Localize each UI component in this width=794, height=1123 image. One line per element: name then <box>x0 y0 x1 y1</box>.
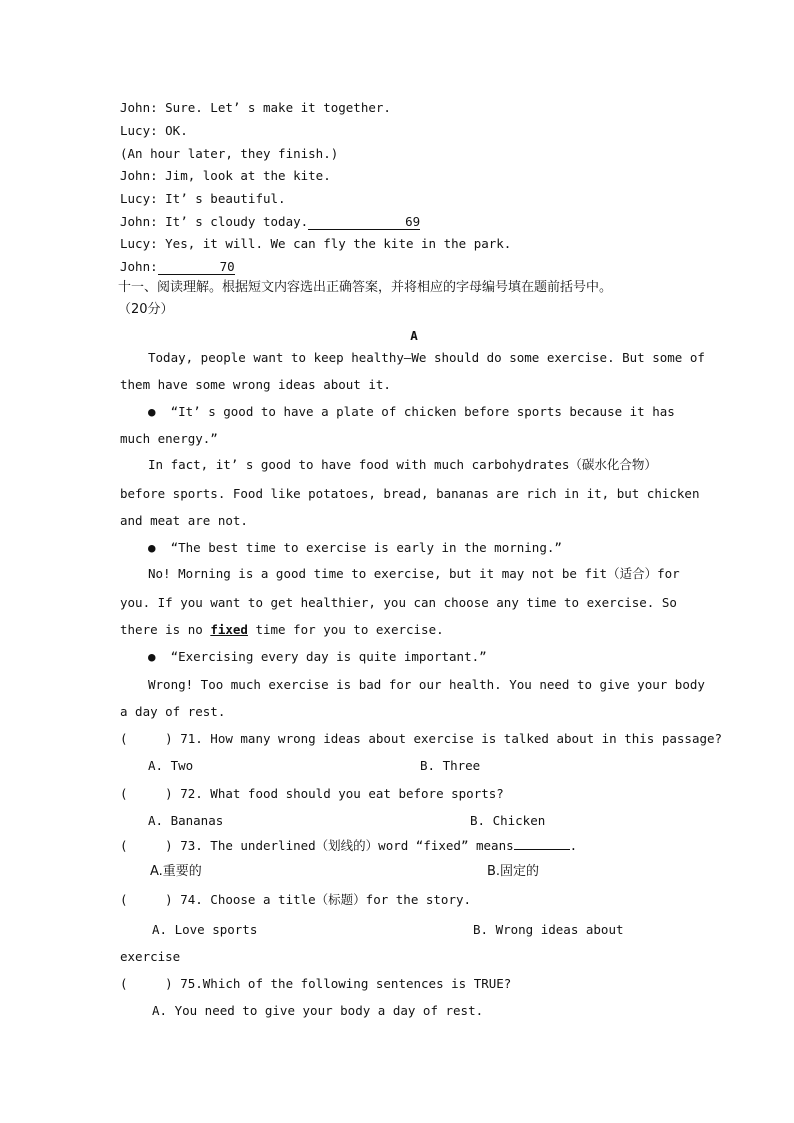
passage-line: and meat are not. <box>120 513 248 528</box>
passage-line: much energy.” <box>120 431 218 446</box>
bullet-point: ● “The best time to exercise is early in the morning.” <box>148 540 562 555</box>
passage-line: them have some wrong ideas about it. <box>120 377 391 392</box>
answer-blank-69[interactable] <box>308 215 420 230</box>
passage-text: time for you to exercise. <box>247 622 444 637</box>
passage-line: you. If you want to get healthier, you can choose any time to exercise. So <box>120 595 677 610</box>
passage-line <box>120 622 444 638</box>
dialogue-line: Lucy: It’ s beautiful. <box>120 191 286 206</box>
question-71: ( ) 71. How many wrong ideas about exercise is talked about in this passage? <box>120 731 723 746</box>
dialogue-text: John: <box>120 259 158 274</box>
option-a[interactable]: A. Love sports <box>152 922 258 937</box>
question-text: . <box>569 838 578 853</box>
dialogue-line-70 <box>120 259 235 275</box>
blank-number: 69 <box>405 214 421 229</box>
passage-line: Today, people want to keep healthy—We should do some exercise. But some of <box>148 350 705 365</box>
dialogue-line: Lucy: Yes, it will. We can fly the kite in the park. <box>120 236 512 251</box>
dialogue-line: John: Sure. Let’ s make it together. <box>120 100 391 115</box>
passage-line: Wrong! Too much exercise is bad for our health. You need to give your body <box>148 677 705 692</box>
option-a[interactable]: A. You need to give your body a day of rest. <box>152 1003 484 1018</box>
section-heading: 十一、阅读理解。根据短文内容选出正确答案，并将相应的字母编号填在题前括号中。 <box>118 280 613 295</box>
passage-line: No! Morning is a good time to exercise, but it may not be fit（适合）for <box>148 566 680 581</box>
option-b[interactable]: B. Three <box>420 758 481 773</box>
question-72: ( ) 72. What food should you eat before sports? <box>120 786 504 801</box>
dialogue-line: John: Jim, look at the kite. <box>120 168 331 183</box>
bullet-point: ● “Exercising every day is quite important.” <box>148 649 487 664</box>
dialogue-line: (An hour later, they finish.) <box>120 146 339 161</box>
option-a[interactable]: A.重要的 <box>150 864 202 879</box>
question-text: ( ) 73. The underlined（划线的）word “fixed” means <box>120 838 514 853</box>
dialogue-line: Lucy: OK. <box>120 123 188 138</box>
option-a[interactable]: A. Two <box>148 758 194 773</box>
question-73 <box>120 838 577 854</box>
dialogue-line-69 <box>120 214 420 230</box>
underlined-word: fixed <box>210 622 248 637</box>
passage-line: In fact, it’ s good to have food with much carbohydrates（碳水化合物） <box>148 457 657 472</box>
passage-label: A <box>410 328 418 343</box>
dialogue-text: John: It’ s cloudy today. <box>120 214 309 229</box>
passage-line: before sports. Food like potatoes, bread, bananas are rich in it, but chicken <box>120 486 700 501</box>
option-b-continued: exercise <box>120 949 181 964</box>
question-75: ( ) 75.Which of the following sentences is TRUE? <box>120 976 512 991</box>
section-points: （20分） <box>118 302 174 317</box>
blank-number: 70 <box>219 259 235 274</box>
answer-blank-70[interactable] <box>158 260 235 275</box>
answer-blank-73[interactable] <box>514 849 570 850</box>
passage-text: there is no <box>120 622 211 637</box>
option-a[interactable]: A. Bananas <box>148 813 224 828</box>
bullet-point: ● “It’ s good to have a plate of chicken before sports because it has <box>148 404 675 419</box>
passage-line: a day of rest. <box>120 704 226 719</box>
question-74: ( ) 74. Choose a title（标题）for the story. <box>120 892 472 907</box>
option-b[interactable]: B. Chicken <box>470 813 546 828</box>
option-b[interactable]: B. Wrong ideas about <box>473 922 624 937</box>
option-b[interactable]: B.固定的 <box>487 864 540 879</box>
